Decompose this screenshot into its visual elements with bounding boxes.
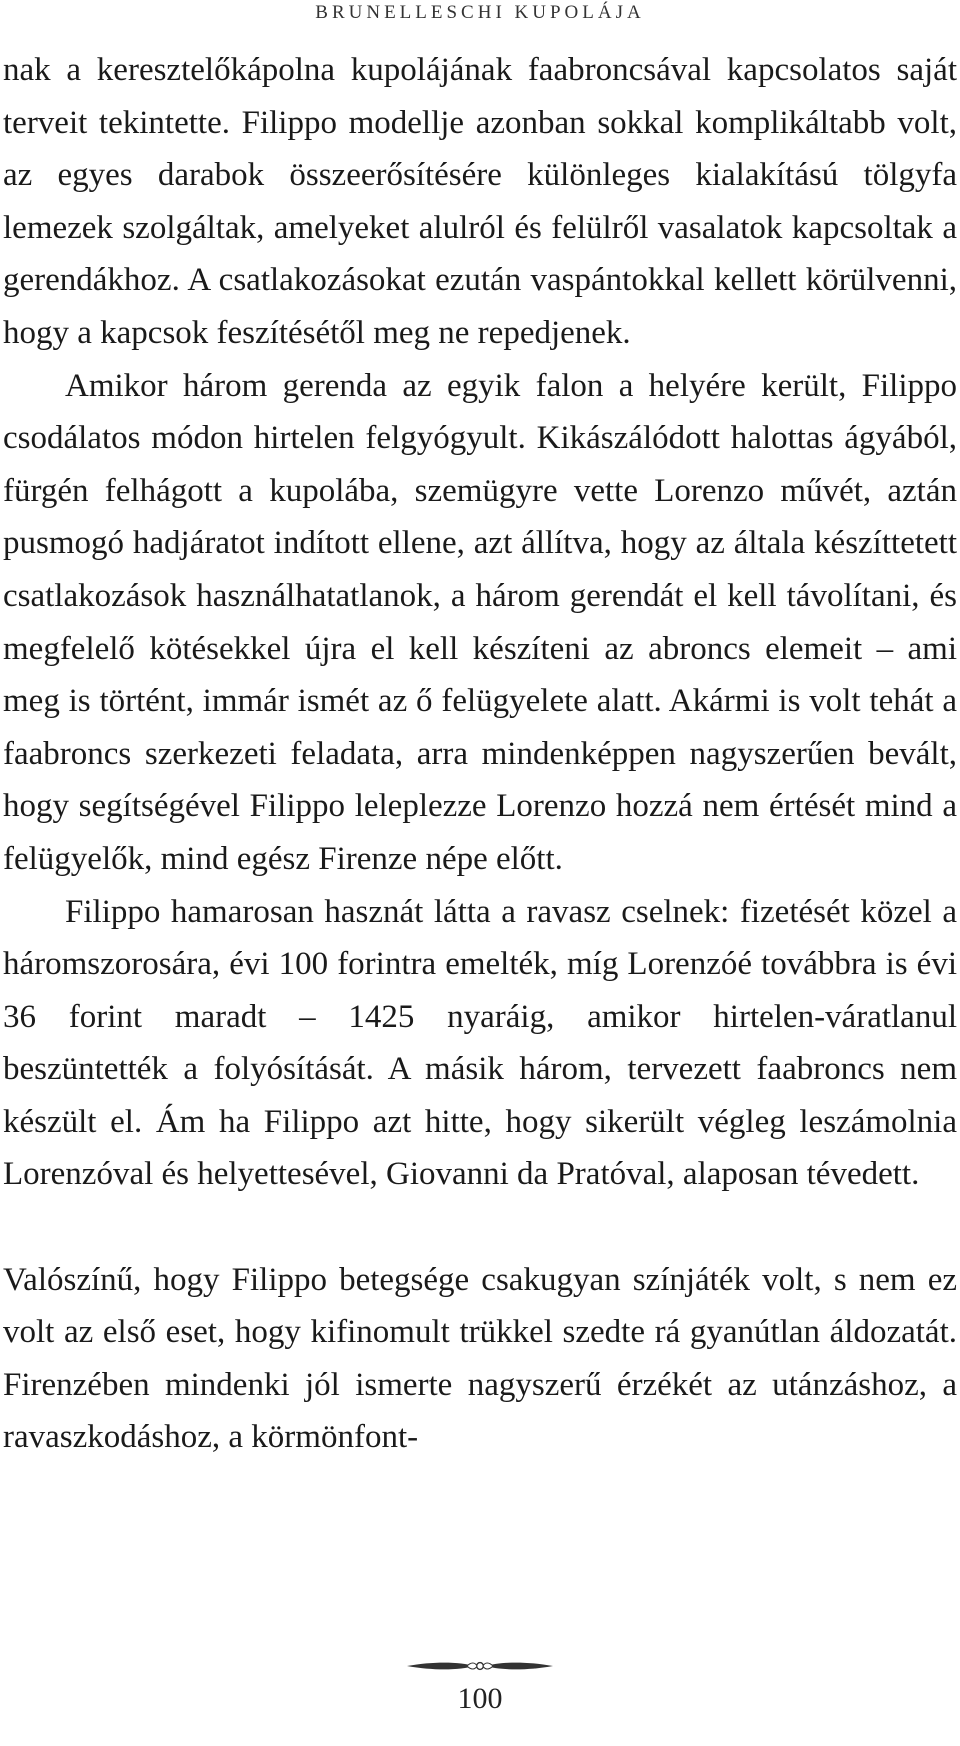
paragraph-continuation: nak a keresztelőkápolna kupolájának faabroncsával kapcsolatos saját terveit tekintette. Filippo modellje azonban sokkal komplikáltabb volt, az egyes darabok összeerősítésére különleges kialakítású tölgyfa lemezek szolgáltak, amelyeket alulról és felülről vasalatok kapcsoltak a gerendákhoz. A csatlakozásokat ezután vaspántokkal kellett körülvenni, hogy a kapcsok feszítésétől meg ne repedjenek.	[3, 52, 957, 351]
page-number: 100	[457, 1682, 503, 1715]
decorative-flourish-icon	[405, 1658, 555, 1674]
paragraph-recovery: Amikor három gerenda az egyik falon a helyére került, Filippo csodálatos módon hirtelen felgyógyult. Kikászálódott halottas ágyából, fürgén felhágott a kupolába, szemügyre vette Lorenzo művét, aztán pusmogó hadjáratot indított ellene, azt állítva, hogy az általa készíttetett csatlakozások használhatatlanok, a három gerendát el kell távolítani, és megfelelő kötésekkel újra el kell készíteni az abroncs elemeit – ami meg is történt, immár ismét az ő felügyelete alatt. Akármi is volt tehát a faabroncs szerkezeti feladata, arra mindenképpen nagyszerűen bevált, hogy segítségével Filippo leleplezze Lorenzo hozzá nem értését mind a felügyelők, mind egész Firenze népe előtt.	[3, 367, 957, 877]
running-head: BRUNELLESCHI KUPOLÁJA	[315, 2, 645, 23]
paragraph-salary: Filippo hamarosan hasznát látta a ravasz cselnek: fizetését közel a háromszorosára, évi 100 forintra emelték, míg Lorenzóé továbbra is évi 36 forint maradt – 1425 nyaráig, amikor hirtelen-váratlanul beszüntették a folyósítását. A másik három, tervezett faabroncs nem készült el. Ám ha Filippo azt hitte, hogy sikerült végleg leszámolnia Lorenzóval és helyettesével, Giovanni da Pratóval, alaposan tévedett.	[3, 893, 957, 1193]
body-text	[3, 44, 957, 1464]
paragraph-illness: Valószínű, hogy Filippo betegsége csakugyan színjáték volt, s nem ez volt az első eset, hogy kifinomult trükkel szedte rá gyanútlan áldozatát. Firenzében mindenki jól ismerte nagyszerű érzékét az utánzáshoz, a ravaszkodáshoz, a körmönfont-	[3, 1261, 957, 1456]
